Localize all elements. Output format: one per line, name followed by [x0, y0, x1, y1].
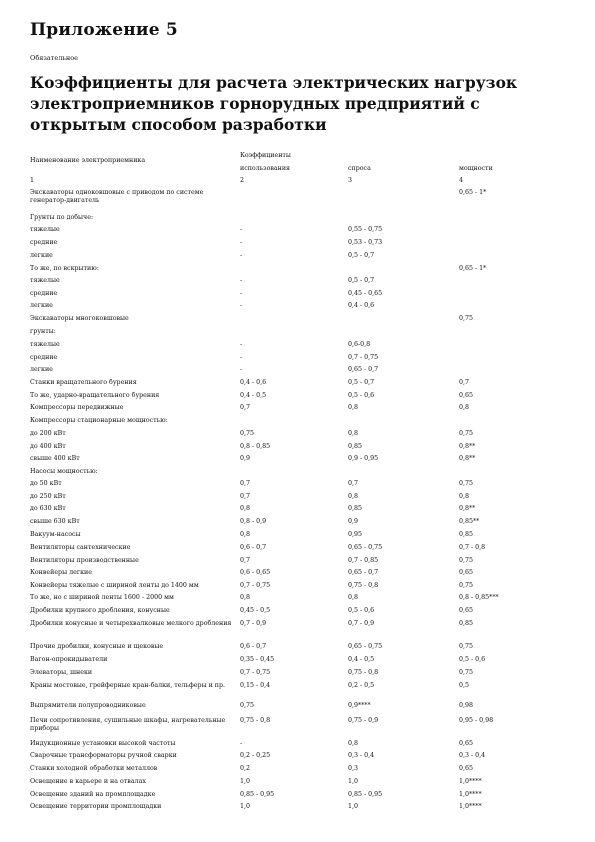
- cell-power: 1,0****: [459, 791, 482, 798]
- cell-usage: 0,7: [240, 493, 251, 500]
- table-row: [30, 417, 575, 431]
- table-row: [30, 366, 575, 380]
- cell-demand: 0,53 - 0,73: [348, 239, 383, 246]
- cell-demand: 0,65 - 0,7: [348, 569, 379, 576]
- cell-name: Дробилки конусные и четырехвалковые мелкого дробления: [30, 620, 232, 627]
- cell-name: до 50 кВт: [30, 480, 62, 487]
- cell-usage: -: [240, 341, 243, 348]
- cell-usage: 0,8: [240, 505, 251, 512]
- cell-demand: 1,0: [348, 778, 359, 785]
- cell-power: 0,8**: [459, 505, 476, 512]
- cell-demand: 0,8: [348, 594, 359, 601]
- table-row: [30, 404, 575, 418]
- column-number-1: 1: [30, 177, 35, 184]
- cell-name: Экскаваторы многоковшовые: [30, 315, 129, 322]
- cell-power: 1,0****: [459, 778, 482, 785]
- cell-name: Станки вращательного бурения: [30, 379, 137, 386]
- cell-name: Вентиляторы сантехнические: [30, 544, 131, 551]
- cell-demand: 0,65 - 0,7: [348, 366, 379, 373]
- cell-usage: -: [240, 302, 243, 309]
- table-row: [30, 328, 575, 342]
- table-row: [30, 277, 575, 291]
- cell-power: 0,75: [459, 557, 474, 564]
- table-row: [30, 302, 575, 316]
- cell-name: средние: [30, 354, 58, 361]
- cell-usage: 0,4 - 0,5: [240, 392, 267, 399]
- cell-demand: 0,9****: [348, 702, 371, 709]
- cell-usage: 0,7: [240, 480, 251, 487]
- cell-usage: 0,2 - 0,25: [240, 752, 271, 759]
- cell-name: легкие: [30, 366, 53, 373]
- cell-name: Вагон-опрокидыватели: [30, 656, 108, 663]
- cell-usage: 0,6 - 0,65: [240, 569, 271, 576]
- cell-usage: 0,75: [240, 430, 255, 437]
- cell-demand: 0,85: [348, 443, 363, 450]
- cell-usage: 0,6 - 0,7: [240, 544, 267, 551]
- cell-demand: 0,9 - 0,95: [348, 455, 379, 462]
- cell-usage: 0,8 - 0,85: [240, 443, 271, 450]
- cell-name: Компрессоры стационарные мощностью:: [30, 417, 168, 424]
- table-row: [30, 379, 575, 393]
- cell-usage: 0,8 - 0,9: [240, 518, 267, 525]
- cell-usage: -: [240, 226, 243, 233]
- table-row: [30, 480, 575, 494]
- cell-name: до 200 кВт: [30, 430, 66, 437]
- cell-power: 0,75: [459, 643, 474, 650]
- cell-name: Станки холодной обработки металлов: [30, 765, 158, 772]
- cell-power: 0,5 - 0,6: [459, 656, 486, 663]
- cell-name: Прочие дробилки, конусные и щековые: [30, 643, 164, 650]
- cell-usage: 0,8: [240, 594, 251, 601]
- cell-usage: 0,7: [240, 557, 251, 564]
- cell-usage: 0,8: [240, 531, 251, 538]
- table-row: [30, 226, 575, 240]
- column-number-2: 2: [240, 177, 245, 184]
- table-row: [30, 803, 575, 817]
- cell-usage: 0,2: [240, 765, 251, 772]
- cell-power: 0,75: [459, 315, 474, 322]
- table-row: [30, 594, 575, 608]
- cell-name: Конвейеры легкие: [30, 569, 92, 576]
- cell-usage: 0,4 - 0,6: [240, 379, 267, 386]
- table-row: [30, 315, 575, 329]
- cell-usage: -: [240, 354, 243, 361]
- cell-name: То же, но с шириной ленты 1600 - 2000 мм: [30, 594, 174, 601]
- cell-name: грунты:: [30, 328, 56, 335]
- document-title: Коэффициенты для расчета электрических нагрузок электроприемников горнорудных предприятий с открытым способом разработки: [30, 73, 518, 134]
- table-row: [30, 505, 575, 519]
- table-row: [30, 669, 575, 683]
- cell-power: 0,85**: [459, 518, 480, 525]
- cell-name: Грунты по добыче:: [30, 214, 94, 221]
- cell-power: 0,98: [459, 702, 474, 709]
- cell-power: 0,7 - 0,8: [459, 544, 486, 551]
- cell-name: Выпрямители полупроводниковые: [30, 702, 146, 709]
- cell-usage: -: [240, 277, 243, 284]
- cell-demand: 0,55 - 0,75: [348, 226, 383, 233]
- column-number-4: 4: [459, 177, 464, 184]
- cell-demand: 0,45 - 0,65: [348, 290, 383, 297]
- cell-usage: 0,75: [240, 702, 255, 709]
- table-row: [30, 518, 575, 532]
- cell-usage: -: [240, 740, 243, 747]
- cell-power: 0,7: [459, 379, 470, 386]
- cell-name: Освещение в карьере и на отвалах: [30, 778, 146, 785]
- cell-name: Вакуум-насосы: [30, 531, 81, 538]
- cell-power: 0,8 - 0,85***: [459, 594, 499, 601]
- cell-power: 0,75: [459, 669, 474, 676]
- cell-name: Индукционные установки высокой частоты: [30, 740, 176, 747]
- table-row: [30, 569, 575, 583]
- cell-demand: 0,3 - 0,4: [348, 752, 375, 759]
- table-row: [30, 643, 575, 657]
- cell-demand: 0,75 - 0,9: [348, 717, 379, 724]
- cell-power: 0,65: [459, 765, 474, 772]
- cell-name: Компрессоры передвижные: [30, 404, 124, 411]
- cell-demand: 0,8: [348, 493, 359, 500]
- cell-name: Вентиляторы производственные: [30, 557, 139, 564]
- cell-power: 0,65: [459, 607, 474, 614]
- cell-power: 0,8**: [459, 455, 476, 462]
- cell-demand: 0,8: [348, 430, 359, 437]
- cell-usage: 1,0: [240, 778, 251, 785]
- cell-power: 0,65: [459, 569, 474, 576]
- cell-power: 0,3 - 0,4: [459, 752, 486, 759]
- table-row: [30, 778, 575, 792]
- cell-demand: 0,2 - 0,5: [348, 682, 375, 689]
- table-row: [30, 239, 575, 253]
- cell-demand: 0,8: [348, 404, 359, 411]
- table-row: [30, 656, 575, 670]
- cell-demand: 0,65 - 0,75: [348, 544, 383, 551]
- cell-demand: 0,5 - 0,6: [348, 607, 375, 614]
- cell-name: Краны мостовые, грейферные кран-балки, тельферы и пр.: [30, 682, 226, 689]
- cell-name: тяжелые: [30, 277, 60, 284]
- cell-name: Экскаваторы одноковшовые с приводом по системе генератор-двигатель: [30, 189, 204, 204]
- cell-demand: 0,9: [348, 518, 359, 525]
- cell-power: 0,8: [459, 493, 470, 500]
- cell-demand: 0,5 - 0,6: [348, 392, 375, 399]
- appendix-heading: Приложение 5: [30, 20, 178, 40]
- cell-power: 0,95 - 0,98: [459, 717, 494, 724]
- column-header-power: мощности: [459, 165, 493, 172]
- cell-usage: 0,9: [240, 455, 251, 462]
- cell-usage: 0,85 - 0,95: [240, 791, 275, 798]
- cell-demand: 0,75 - 0,8: [348, 582, 379, 589]
- cell-name: свыше 400 кВт: [30, 455, 80, 462]
- cell-name: до 630 кВт: [30, 505, 66, 512]
- cell-name: до 250 кВт: [30, 493, 66, 500]
- cell-name: Дробилки крупного дробления, конусные: [30, 607, 170, 614]
- cell-name: легкие: [30, 252, 53, 259]
- cell-demand: 0,95: [348, 531, 363, 538]
- cell-usage: -: [240, 252, 243, 259]
- cell-demand: 0,75 - 0,8: [348, 669, 379, 676]
- cell-usage: 0,6 - 0,7: [240, 643, 267, 650]
- cell-demand: 0,7 - 0,9: [348, 620, 375, 627]
- table-row: [30, 752, 575, 766]
- table-row: [30, 620, 575, 634]
- column-number-3: 3: [348, 177, 353, 184]
- cell-name: Освещение территории промплощадки: [30, 803, 162, 810]
- cell-usage: 0,15 - 0,4: [240, 682, 271, 689]
- column-header-usage: использования: [240, 165, 291, 172]
- cell-name: Элеваторы, шнеки: [30, 669, 93, 676]
- cell-power: 0,75: [459, 480, 474, 487]
- cell-power: 0,85: [459, 531, 474, 538]
- column-header-name: Наименование электроприемника: [30, 157, 146, 164]
- cell-demand: 0,8: [348, 740, 359, 747]
- cell-usage: 0,7 - 0,75: [240, 582, 271, 589]
- cell-demand: 0,4 - 0,5: [348, 656, 375, 663]
- cell-power: 0,75: [459, 582, 474, 589]
- cell-power: 0,75: [459, 430, 474, 437]
- table-row: [30, 544, 575, 558]
- table-row: [30, 702, 575, 716]
- cell-name: до 400 кВт: [30, 443, 66, 450]
- table-row: [30, 252, 575, 266]
- mandatory-label: Обязательное: [30, 54, 78, 62]
- cell-name: свыше 630 кВт: [30, 518, 80, 525]
- cell-usage: 0,35 - 0,45: [240, 656, 275, 663]
- cell-name: средние: [30, 290, 58, 297]
- cell-demand: 0,7 - 0,75: [348, 354, 379, 361]
- table-row: [30, 607, 575, 621]
- cell-name: Насосы мощностью:: [30, 468, 98, 475]
- table-row: [30, 189, 575, 203]
- cell-demand: 0,7 - 0,85: [348, 557, 379, 564]
- table-row: [30, 765, 575, 779]
- cell-power: 0,65: [459, 392, 474, 399]
- cell-usage: -: [240, 290, 243, 297]
- cell-usage: 0,75 - 0,8: [240, 717, 271, 724]
- cell-demand: 0,65 - 0,75: [348, 643, 383, 650]
- cell-demand: 0,7: [348, 480, 359, 487]
- cell-power: 0,65: [459, 740, 474, 747]
- table-row: [30, 341, 575, 355]
- cell-name: Конвейеры тяжелые с шириной ленты до 1400 мм: [30, 582, 199, 589]
- cell-power: 1,0****: [459, 803, 482, 810]
- cell-usage: 0,45 - 0,5: [240, 607, 271, 614]
- cell-demand: 0,5 - 0,7: [348, 252, 375, 259]
- cell-power: 0,8: [459, 404, 470, 411]
- cell-usage: 1,0: [240, 803, 251, 810]
- cell-usage: 0,7: [240, 404, 251, 411]
- cell-name: То же, по вскрытию:: [30, 265, 99, 272]
- table-row: [30, 455, 575, 469]
- cell-power: 0,5: [459, 682, 470, 689]
- cell-demand: 1,0: [348, 803, 359, 810]
- cell-name: Печи сопротивления, сушильные шкафы, нагревательные приборы: [30, 717, 226, 732]
- cell-name: тяжелые: [30, 341, 60, 348]
- column-header-demand: спроса: [348, 165, 371, 172]
- cell-usage: 0,7 - 0,75: [240, 669, 271, 676]
- cell-demand: 0,3: [348, 765, 359, 772]
- cell-name: легкие: [30, 302, 53, 309]
- cell-power: 0,65 - 1*: [459, 189, 487, 196]
- cell-usage: 0,7 - 0,9: [240, 620, 267, 627]
- cell-name: То же, ударно-вращательного бурения: [30, 392, 160, 399]
- cell-demand: 0,5 - 0,7: [348, 277, 375, 284]
- cell-demand: 0,5 - 0,7: [348, 379, 375, 386]
- cell-demand: 0,85: [348, 505, 363, 512]
- column-header-coefficients: Коэффициенты: [240, 152, 291, 159]
- cell-usage: -: [240, 366, 243, 373]
- cell-usage: -: [240, 239, 243, 246]
- cell-demand: 0,6-0,8: [348, 341, 371, 348]
- table-row: [30, 717, 575, 731]
- cell-name: Сварочные трансформаторы ручной сварки: [30, 752, 177, 759]
- cell-power: 0,65 - 1*: [459, 265, 487, 272]
- table-row: [30, 531, 575, 545]
- cell-name: тяжелые: [30, 226, 60, 233]
- cell-name: средние: [30, 239, 58, 246]
- cell-name: Освещение зданий на промплощадке: [30, 791, 156, 798]
- cell-power: 0,8**: [459, 443, 476, 450]
- table-row: [30, 682, 575, 696]
- table-row: [30, 430, 575, 444]
- cell-power: 0,85: [459, 620, 474, 627]
- cell-demand: 0,85 - 0,95: [348, 791, 383, 798]
- cell-demand: 0,4 - 0,6: [348, 302, 375, 309]
